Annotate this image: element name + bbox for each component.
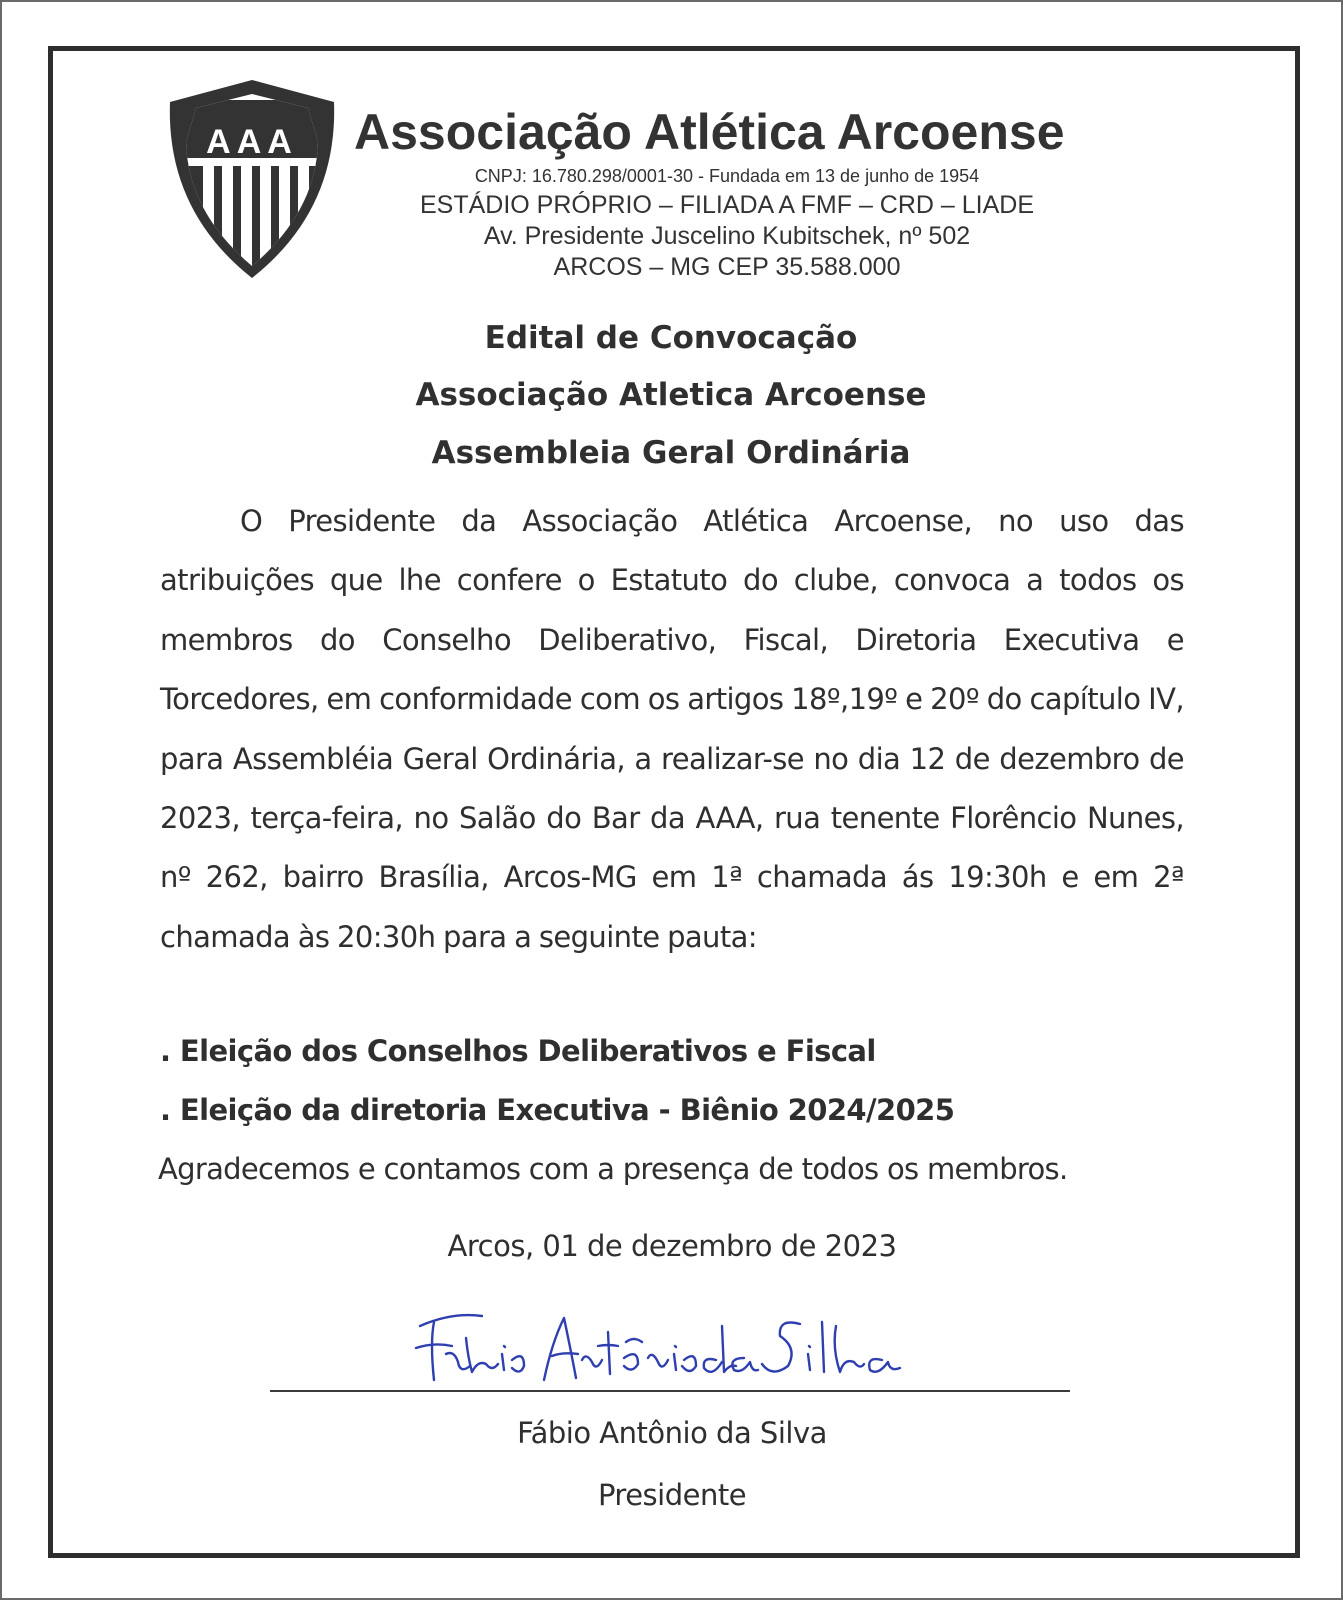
city-line: ARCOS – MG CEP 35.588.000 [553, 253, 901, 281]
agenda-item: . Eleição da diretoria Executiva - Biênio 2024/2025 [160, 1093, 955, 1127]
organization-name: Associação Atlética Arcoense [354, 104, 1065, 160]
closing-text: Agradecemos e contamos com a presença de todos os membros. [158, 1152, 1068, 1186]
cnpj-line: CNPJ: 16.780.298/0001-30 - Fundada em 13 de junho de 1954 [474, 166, 980, 186]
convocation-paragraph: O Presidente da Associação Atlética Arcoense, no uso das atribuições que lhe confere o Estatuto do clube, convoca a todos os membros do Conselho Deliberativo, Fiscal, Diretoria Executiva e Torcedores, em conformidade com os artigos 18º,19º e 20º do capítulo IV, para Assembléia Geral Ordinária, a realizar-se no dia 12 de dezembro de 2023, terça-feira, no Salão do Bar da AAA, rua tenente Florêncio Nunes, nº 262, bairro Brasília, Arcos-MG em 1ª chamada ás 19:30h e em 2ª chamada às 20:30h para a seguinte pauta: [160, 504, 1184, 954]
crest-letters: AAA [206, 123, 298, 161]
signer-role: Presidente [597, 1478, 747, 1512]
document-subtitle-association: Associação Atletica Arcoense [415, 377, 927, 413]
affiliation-line: ESTÁDIO PRÓPRIO – FILIADA A FMF – CRD – LIADE [419, 191, 1035, 219]
document-date: Arcos, 01 de dezembro de 2023 [447, 1229, 897, 1263]
club-crest-logo [166, 80, 338, 280]
signature-text: Fábio Antônio da Silva [412, 1302, 422, 1303]
agenda-item: . Eleição dos Conselhos Deliberativos e Fiscal [160, 1034, 876, 1068]
document-subtitle-assembly: Assembleia Geral Ordinária [431, 435, 911, 471]
signature-line [270, 1390, 1070, 1392]
signer-name: Fábio Antônio da Silva [517, 1416, 827, 1450]
address-line: Av. Presidente Juscelino Kubitschek, nº 502 [483, 222, 971, 250]
handwritten-signature [412, 1302, 932, 1392]
document-title: Edital de Convocação [484, 320, 858, 356]
